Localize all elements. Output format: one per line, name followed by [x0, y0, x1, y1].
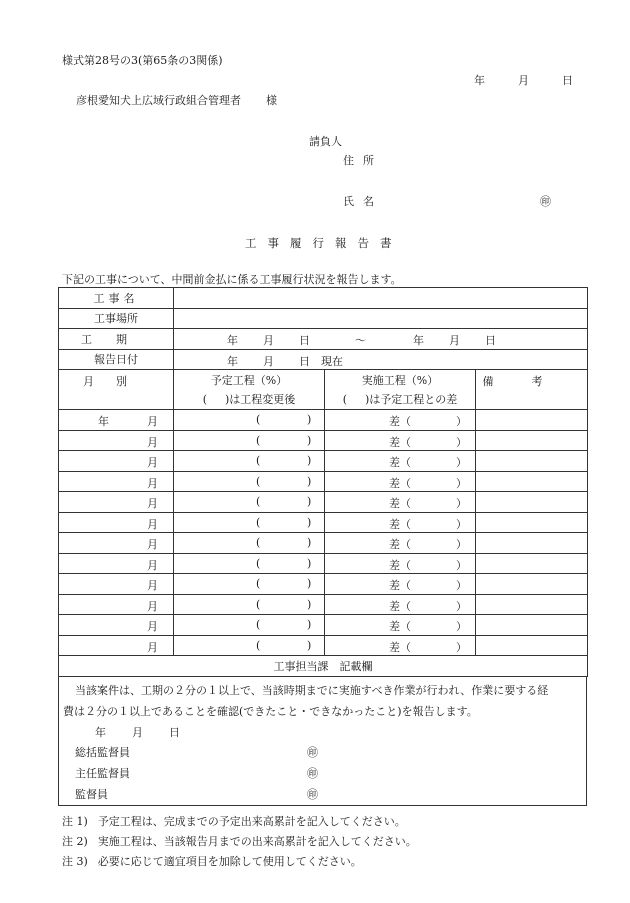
report-year: 年 [227, 354, 238, 368]
period-month1: 月 [263, 334, 274, 347]
note-3 [62, 853, 362, 869]
diff-label: 差（ [389, 558, 411, 572]
progress-month-cell[interactable] [59, 594, 174, 615]
department-heading: 工事担当課 記載欄 [59, 656, 588, 677]
actual-value-cell[interactable] [325, 635, 476, 656]
remarks-cell[interactable] [476, 512, 588, 533]
diff-close: ） [456, 599, 467, 613]
field-report-date[interactable] [174, 349, 588, 370]
planned-paren-close: ) [307, 577, 312, 590]
department-text-line1: 当該案件は、工期の２分の１以上で、当該時期までに実施すべき作業が行われ、作業に要する経 [75, 683, 549, 697]
progress-month-cell[interactable] [59, 410, 174, 431]
progress-row [59, 635, 588, 656]
supervisor-general-seal: ㊞ [307, 745, 318, 759]
diff-close: ） [456, 517, 467, 531]
planned-value-cell[interactable] [174, 574, 325, 595]
note-1 [62, 813, 406, 829]
header-planned-sub [174, 390, 325, 410]
diff-close: ） [456, 415, 467, 428]
planned-paren-close: ) [307, 413, 312, 426]
planned-paren-close: ) [307, 536, 312, 549]
progress-month-cell[interactable] [59, 615, 174, 636]
header-remarks-label: 備考 [482, 375, 581, 388]
diff-close: ） [456, 558, 467, 572]
planned-value-cell[interactable] [174, 594, 325, 615]
planned-paren-close: ) [307, 556, 312, 570]
supervisor-chief-seal: ㊞ [307, 766, 318, 780]
planned-paren-open: ( [256, 577, 261, 590]
progress-month-cell[interactable] [59, 533, 174, 554]
remarks-cell[interactable] [476, 594, 588, 615]
progress-row [59, 512, 588, 533]
progress-month-cell[interactable] [59, 574, 174, 595]
supervisor-general-label: 総括監督員 [75, 745, 130, 759]
planned-value-cell[interactable] [174, 451, 325, 472]
planned-paren-open: ( [256, 597, 261, 611]
planned-paren-open: ( [256, 618, 261, 631]
report-suffix: 現在 [321, 354, 343, 368]
header-actual-sub [325, 390, 476, 410]
note-1-text: 予定工程は、完成までの予定出来高累計を記入してください。 [97, 815, 406, 828]
diff-close: ） [456, 497, 467, 510]
actual-sub-close: )は予定工程との差 [365, 393, 458, 407]
progress-month-cell[interactable] [59, 451, 174, 472]
note-2 [62, 833, 417, 849]
remarks-cell[interactable] [476, 451, 588, 472]
form-id: 様式第28号の3(第65条の3関係) [62, 54, 223, 67]
planned-value-cell[interactable] [174, 553, 325, 574]
note-2-text: 実施工程は、当該報告月までの出来高累計を記入してください。 [97, 835, 417, 848]
name-label: 氏名 [343, 195, 383, 208]
period-year2: 年 [413, 334, 424, 347]
header-remarks [476, 370, 588, 410]
diff-close: ） [456, 538, 467, 551]
planned-paren-close: ) [307, 454, 312, 467]
progress-month-cell[interactable] [59, 553, 174, 574]
note-1-tag: 注 1) [62, 815, 88, 828]
label-period: 工期 [59, 329, 174, 350]
label-project-name: 工事名 [59, 288, 174, 309]
document-title: 工事履行報告書 [245, 236, 403, 250]
diff-label: 差（ [389, 579, 411, 592]
progress-row [59, 615, 588, 636]
progress-row [59, 594, 588, 615]
diff-close: ） [456, 620, 467, 633]
progress-month-cell[interactable] [59, 471, 174, 492]
planned-paren-close: ) [307, 638, 312, 652]
progress-row [59, 471, 588, 492]
row-project-location [59, 308, 588, 329]
progress-row [59, 430, 588, 451]
remarks-cell[interactable] [476, 492, 588, 513]
actual-value-cell[interactable] [325, 615, 476, 636]
remarks-cell[interactable] [476, 533, 588, 554]
planned-paren-close: ) [307, 515, 312, 529]
planned-paren-open: ( [256, 474, 261, 488]
period-day2: 日 [485, 334, 496, 347]
department-text-line2: 費は２分の１以上であることを確認(できたこと・できなかったこと)を報告します。 [63, 704, 478, 718]
planned-paren-close: ) [307, 474, 312, 488]
period-month2: 月 [449, 334, 460, 347]
remarks-cell[interactable] [476, 471, 588, 492]
progress-row [59, 533, 588, 554]
remarks-cell[interactable] [476, 553, 588, 574]
period-day1: 日 [299, 334, 310, 347]
remarks-cell[interactable] [476, 430, 588, 451]
row-project-name [59, 288, 588, 309]
progress-month-label: 月 [147, 579, 158, 592]
progress-row [59, 451, 588, 472]
field-period[interactable] [174, 329, 588, 350]
diff-close: ） [456, 456, 467, 469]
planned-paren-open: ( [256, 638, 261, 652]
progress-month-label: 月 [147, 640, 158, 654]
header-planned: 予定工程（%） [174, 370, 325, 390]
diff-close: ） [456, 435, 467, 449]
addressee-honorific: 様 [266, 94, 277, 107]
note-3-text: 必要に応じて適宜項目を加除して使用してください。 [97, 855, 362, 868]
planned-paren-close: ) [307, 597, 312, 611]
label-report-date: 報告日付 [59, 349, 174, 370]
planned-sub-open: ( [202, 393, 207, 407]
diff-close: ） [456, 640, 467, 654]
planned-value-cell[interactable] [174, 471, 325, 492]
planned-value-cell[interactable] [174, 635, 325, 656]
planned-value-cell[interactable] [174, 492, 325, 513]
planned-value-cell[interactable] [174, 615, 325, 636]
supervisor-seal: ㊞ [307, 787, 318, 801]
department-heading-row [59, 656, 588, 677]
actual-value-cell[interactable] [325, 512, 476, 533]
date-month: 月 [518, 74, 529, 87]
submission-date [474, 72, 573, 88]
remarks-cell[interactable] [476, 574, 588, 595]
progress-month-cell[interactable] [59, 512, 174, 533]
planned-paren-open: ( [256, 413, 261, 426]
label-project-location: 工事場所 [59, 308, 174, 329]
row-report-date [59, 349, 588, 370]
planned-paren-close: ) [307, 618, 312, 631]
field-project-location[interactable] [174, 308, 588, 329]
actual-value-cell[interactable] [325, 492, 476, 513]
field-project-name[interactable] [174, 288, 588, 309]
planned-value-cell[interactable] [174, 430, 325, 451]
progress-month-label: 月 [147, 620, 158, 633]
date-day: 日 [562, 74, 573, 87]
planned-paren-open: ( [256, 515, 261, 529]
planned-paren-close: ) [307, 433, 312, 447]
note-3-tag: 注 3) [62, 855, 88, 868]
department-date [95, 724, 180, 740]
report-day: 日 [299, 354, 310, 368]
address-label: 住所 [343, 154, 383, 167]
planned-paren-open: ( [256, 454, 261, 467]
planned-paren-open: ( [256, 433, 261, 447]
actual-value-cell[interactable] [325, 451, 476, 472]
contractor-label: 請負人 [309, 135, 342, 148]
department-date-month: 月 [132, 725, 143, 739]
actual-sub-open: ( [342, 393, 347, 407]
progress-row [59, 574, 588, 595]
actual-value-cell[interactable] [325, 430, 476, 451]
row-period [59, 329, 588, 350]
diff-label: 差（ [389, 497, 411, 510]
progress-month-label: 月 [147, 435, 158, 449]
planned-value-cell[interactable] [174, 533, 325, 554]
progress-month-cell[interactable] [59, 430, 174, 451]
diff-label: 差（ [389, 476, 411, 490]
actual-value-cell[interactable] [325, 574, 476, 595]
period-tilde: ～ [355, 334, 366, 347]
actual-value-cell[interactable] [325, 410, 476, 431]
actual-value-cell[interactable] [325, 594, 476, 615]
intro-text: 下記の工事について、中間前金払に係る工事履行状況を報告します。 [62, 273, 402, 286]
progress-month-label: 月 [147, 599, 158, 613]
header-month-label: 月別 [83, 375, 149, 388]
remarks-cell[interactable] [476, 615, 588, 636]
diff-close: ） [456, 579, 467, 592]
diff-label: 差（ [389, 620, 411, 633]
remarks-cell[interactable] [476, 410, 588, 431]
header-row [59, 370, 588, 390]
diff-label: 差（ [389, 456, 411, 469]
planned-paren-close: ) [307, 495, 312, 508]
supervisor-label: 監督員 [75, 787, 108, 801]
report-month: 月 [263, 354, 274, 368]
progress-month-cell[interactable] [59, 635, 174, 656]
period-year1: 年 [227, 334, 238, 347]
date-year: 年 [474, 74, 485, 87]
diff-label: 差（ [389, 517, 411, 531]
progress-month-label: 月 [147, 517, 158, 531]
actual-value-cell[interactable] [325, 471, 476, 492]
contractor-seal: ㊞ [540, 195, 551, 208]
addressee-name: 彦根愛知犬上広域行政組合管理者 [76, 94, 241, 107]
actual-value-cell[interactable] [325, 553, 476, 574]
progress-table [58, 287, 588, 677]
department-date-day: 日 [169, 725, 180, 739]
diff-label: 差（ [389, 538, 411, 551]
header-actual: 実施工程（%） [325, 370, 476, 390]
planned-value-cell[interactable] [174, 410, 325, 431]
department-section [58, 677, 587, 806]
planned-sub-close: )は工程変更後 [225, 393, 296, 407]
diff-label: 差（ [389, 599, 411, 613]
progress-month-label: 月 [147, 497, 158, 510]
progress-row [59, 553, 588, 574]
planned-paren-open: ( [256, 495, 261, 508]
supervisor-chief-label: 主任監督員 [75, 766, 130, 780]
progress-month-label: 月 [147, 415, 158, 428]
planned-paren-open: ( [256, 536, 261, 549]
progress-month-label: 月 [147, 538, 158, 551]
diff-label: 差（ [389, 415, 411, 428]
progress-month-label: 月 [147, 476, 158, 490]
addressee [76, 92, 277, 108]
diff-close: ） [456, 476, 467, 490]
progress-month-label: 月 [147, 456, 158, 469]
department-date-year: 年 [95, 725, 106, 739]
remarks-cell[interactable] [476, 635, 588, 656]
progress-month-cell[interactable] [59, 492, 174, 513]
note-2-tag: 注 2) [62, 835, 88, 848]
planned-paren-open: ( [256, 556, 261, 570]
progress-row [59, 492, 588, 513]
planned-value-cell[interactable] [174, 512, 325, 533]
progress-month-label: 月 [147, 558, 158, 572]
progress-year-label: 年 [98, 415, 109, 428]
actual-value-cell[interactable] [325, 533, 476, 554]
header-month [59, 370, 174, 410]
diff-label: 差（ [389, 640, 411, 654]
diff-label: 差（ [389, 435, 411, 449]
progress-row [59, 410, 588, 431]
